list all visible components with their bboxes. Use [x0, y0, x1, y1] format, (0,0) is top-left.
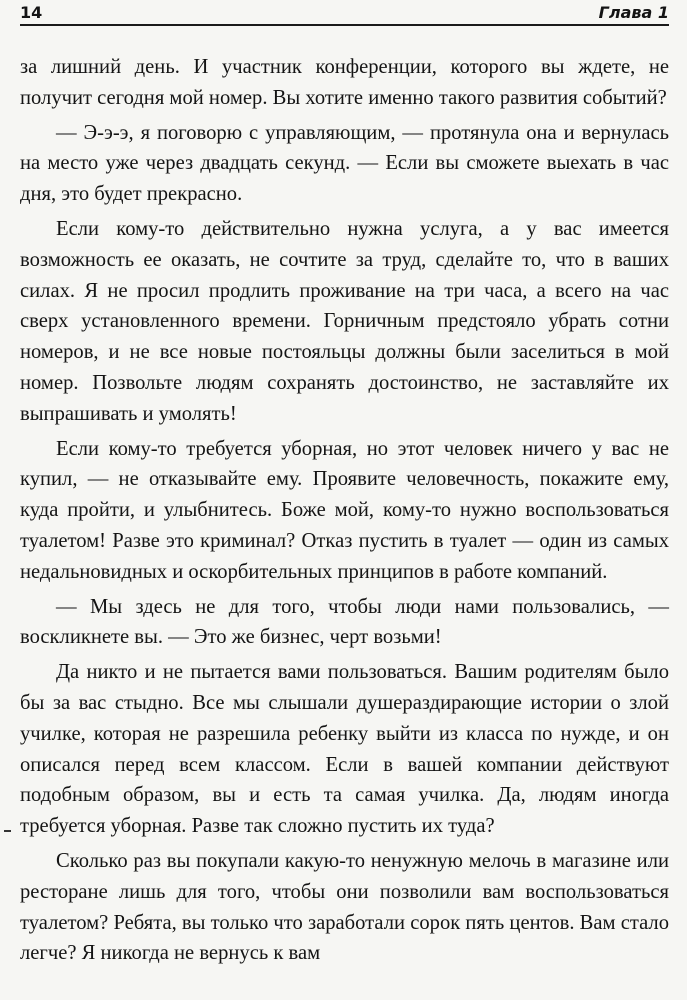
paragraph: за лишний день. И участник конференции, которого вы ждете, не получит сегодня мой номер. Вы хотите именно такого развития событий? [20, 56, 669, 109]
paragraph: Да никто и не пытается вами пользоваться. Вашим родителям было бы за вас стыдно. Все мы слышали душераздирающие истории о злой училке, которая не разрешила ребенку выйти из класса по нужде, и он описался перед всем классом. Если в вашей компании действуют подобным образом, вы и есть та самая училка. Да, людям иногда требуется уборная. Разве так сложно пустить их туда? [20, 661, 669, 838]
paragraph: Сколько раз вы покупали какую-то ненужную мелочь в магазине или ресторане лишь для того, чтобы они позволили вам воспользоваться туалетом? Ребята, вы только что заработали сорок пять центов. Вам стало легче? Я никогда не вернусь к вам [20, 849, 669, 965]
paragraph: — Мы здесь не для того, чтобы люди нами пользовались, — воскликнете вы. — Это же бизнес, черт возьми! [20, 595, 669, 649]
running-header [20, 0, 669, 26]
paragraph: Если кому-то действительно нужна услуга, а у вас имеется возможность ее оказать, не сочтите за труд, сделайте то, что в ваших силах. Я не просил продлить проживание на три часа, а всего на час сверх установленного времени. Горничным предстояло убрать сотни номеров, и не все новые постояльцы должны были заселиться в мой номер. Позвольте людям сохранять достоинство, не заставляйте их выпрашивать и умолять! [20, 217, 669, 425]
body-text [20, 52, 669, 973]
margin-mark [4, 830, 11, 832]
chapter-title: Глава 1 [598, 3, 669, 22]
page-number: 14 [20, 3, 43, 22]
paragraph: Если кому-то требуется уборная, но этот человек ничего у вас не купил, — не отказывайте ему. Проявите человечность, покажите ему, куда пройти, и улыбнитесь. Боже мой, кому-то нужно воспользоваться туалетом! Разве это криминал? Отказ пустить в туалет — один из самых недальновидных и оскорбительных принципов в работе компаний. [20, 437, 669, 583]
paragraph: — Э-э-э, я поговорю с управляющим, — протянула она и вернулась на место уже через двадцать секунд. — Если вы сможете выехать в час дня, это будет прекрасно. [20, 121, 669, 206]
